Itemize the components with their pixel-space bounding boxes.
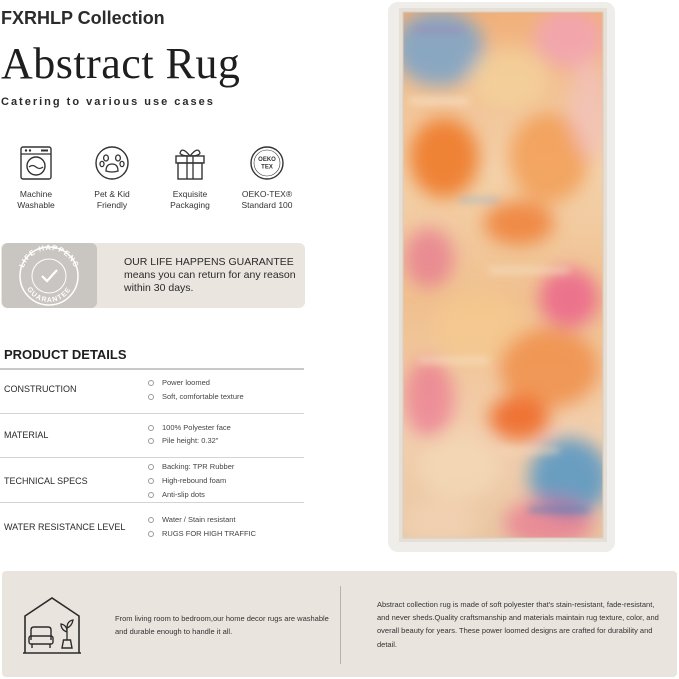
page-title: Abstract Rug bbox=[1, 39, 241, 88]
feature-label: OEKO-TEX® Standard 100 bbox=[241, 189, 293, 210]
divider bbox=[0, 413, 304, 414]
guarantee-text bbox=[124, 256, 302, 295]
detail-label-technical-specs: TECHNICAL SPECS bbox=[4, 476, 88, 486]
guarantee-banner bbox=[1, 243, 305, 308]
divider bbox=[340, 586, 341, 664]
bullet-icon bbox=[148, 394, 154, 400]
detail-label-material: MATERIAL bbox=[4, 430, 49, 440]
badge-bottom-text: GUARANTEE bbox=[25, 286, 73, 305]
oeko-badge-bottom: TEX bbox=[261, 164, 273, 171]
bullet-icon bbox=[148, 438, 154, 444]
detail-bullet: Backing: TPR Rubber bbox=[148, 462, 234, 471]
guarantee-badge bbox=[2, 243, 97, 308]
product-details-title: PRODUCT DETAILS bbox=[4, 347, 127, 362]
paw-icon bbox=[94, 145, 130, 181]
svg-text:GUARANTEE bbox=[25, 286, 73, 304]
divider bbox=[0, 502, 304, 503]
divider bbox=[0, 457, 304, 458]
bullet-icon bbox=[148, 517, 154, 523]
feature-oeko-tex bbox=[227, 145, 307, 211]
feature-label: Pet & Kid Friendly bbox=[94, 189, 130, 210]
detail-bullet: Anti-slip dots bbox=[148, 490, 205, 499]
detail-label-construction: CONSTRUCTION bbox=[4, 384, 77, 394]
feature-exquisite-packaging bbox=[150, 145, 230, 211]
detail-bullet: RUGS FOR HIGH TRAFFIC bbox=[148, 529, 256, 538]
rug-image bbox=[399, 8, 607, 542]
bullet-icon bbox=[148, 464, 154, 470]
detail-bullet: High-rebound foam bbox=[148, 476, 226, 485]
oeko-tex-icon bbox=[249, 145, 285, 181]
feature-list bbox=[0, 145, 300, 225]
detail-bullet: 100% Polyester face bbox=[148, 423, 231, 432]
detail-bullet: Pile height: 0.32" bbox=[148, 436, 218, 445]
feature-label: Machine Washable bbox=[17, 189, 55, 210]
guarantee-heading: OUR LIFE HAPPENS GUARANTEE bbox=[124, 256, 294, 268]
feature-pet-kid-friendly bbox=[72, 145, 152, 211]
detail-label-water-resistance: WATER RESISTANCE LEVEL bbox=[4, 522, 126, 532]
bottom-right-text: Abstract collection rug is made of soft polyester that's stain-resistant, fade-resistant, and never sheds.Quality craftsmanship and materials maintain rug texture, color, and overall beauty for years. These power loomed designs are crafted for durability and detail. bbox=[377, 600, 659, 649]
brand-name: FXRHLP Collection bbox=[1, 8, 165, 28]
bottom-left-text: From living room to bedroom,our home decor rugs are washable and durable enough to handle it all. bbox=[115, 614, 329, 636]
svg-text:LIFE HAPPENS bbox=[17, 243, 81, 269]
feature-label: Exquisite Packaging bbox=[170, 189, 210, 210]
badge-top-text: LIFE HAPPENS bbox=[16, 243, 82, 270]
page-subtitle: Catering to various use cases bbox=[1, 96, 215, 108]
guarantee-seal-icon bbox=[2, 243, 97, 308]
bullet-icon bbox=[148, 425, 154, 431]
guarantee-body: means you can return for any reason within 30 days. bbox=[124, 269, 296, 294]
detail-bullet: Soft, comfortable texture bbox=[148, 392, 244, 401]
detail-bullet: Power loomed bbox=[148, 378, 210, 387]
bullet-icon bbox=[148, 492, 154, 498]
divider bbox=[0, 368, 304, 370]
bullet-icon bbox=[148, 478, 154, 484]
bullet-icon bbox=[148, 380, 154, 386]
feature-machine-washable bbox=[0, 145, 76, 211]
detail-bullet: Water / Stain resistant bbox=[148, 515, 236, 524]
bullet-icon bbox=[148, 531, 154, 537]
oeko-badge-top: OEKO bbox=[258, 157, 276, 163]
home-living-room-icon bbox=[22, 596, 82, 654]
gift-box-icon bbox=[172, 145, 208, 181]
washing-machine-icon bbox=[18, 145, 54, 181]
